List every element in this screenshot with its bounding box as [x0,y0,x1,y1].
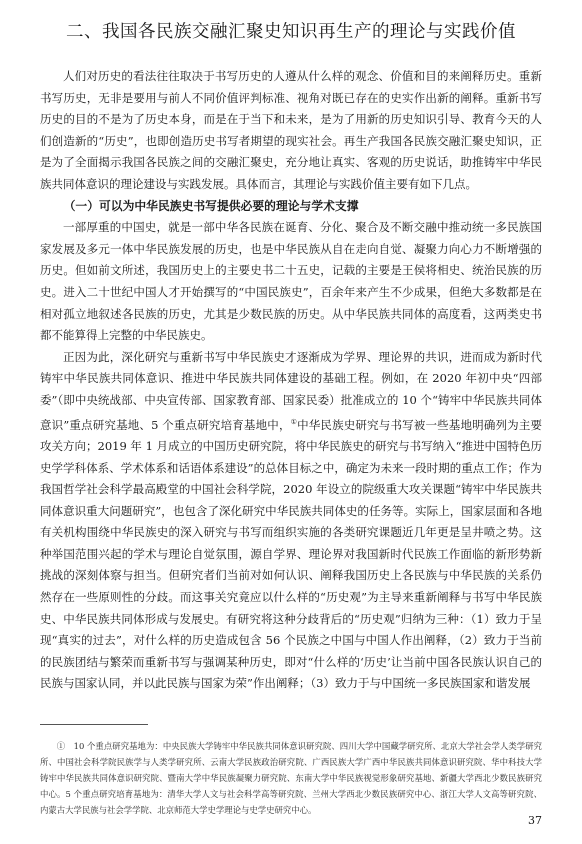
footnote [40,738,542,818]
paragraph-history: 一部厚重的中国史，就是一部中华各民族在诞育、分化、聚合及不断交融中推动统一多民族国家发展及多元一体中华民族发展的历史，也是中华民族从自在走向自觉、凝聚力向心力不断增强的历史。但如前文所述，我国历史上的主要史书二十五史，记载的主要是王侯将相史、统治民族的历史。进入二十世纪中国人才开始撰写的“中国民族史”，百余年来产生不少成果，但绝大多数都是在相对孤立地叙述各民族的历史，尤其是少数民族的历史。从中华民族共同体的高度看，这两类史书都不能算得上完整的中华民族史。 [40,220,542,343]
section-title: 二、我国各民族交融汇聚史知识再生产的理论与实践价值 [66,22,516,42]
intro-paragraph: 人们对历史的看法往往取决于书写历史的人遵从什么样的观念、价值和目的来阐释历史。重新书写历史，无非是要用与前人不同价值评判标准、视角对既已存在的史实作出新的阐释。重新书写历史的目的不是为了历史本身，而是在于当下和未来，是为了用新的历史知识引导、教育今天的人们创造新的“历史”，也即创造历史书写者期望的现实社会。再生产我国各民族交融汇聚史知识，正是为了全面揭示我国各民族之间的交融汇聚史，充分地让真实、客观的历史说话，助推铸牢中华民族共同体意识的理论建设与实践发展。具体而言，其理论与实践价值主要有如下几点。 [40,69,542,191]
page-number: 37 [528,814,542,827]
paragraph-research [40,347,542,695]
footnote-mark: ① [56,741,66,751]
footnote-text: 10 个重点研究基地为：中央民族大学铸牢中华民族共同体意识研究院、四川大学中国藏学研究所、北京大学社会学人类学研究所、中国社会科学院民族学与人类学研究所、云南大学民族政治研究院、广西民族大学广西中华民族共同体意识研究院、华中科技大学铸牢中华民族共同体意识研究院、暨南大学中华民族凝聚力研究院、东南大学中华民族视觉形象研究基地、新疆大学西北少数民族研究中心。5 个重点研究培育基地为：清华大学人文与社会科学高等研究院、兰州大学西北少数民族研究中心、浙江大学人文高等研究院、内蒙古大学民族与社会学学院、北京师范大学史学理论与史学史研究中心。 [40,741,542,815]
subheading: （一）可以为中华民族史书写提供必要的理论与学术支撑 [63,198,359,213]
paragraph-research-part2: 中华民族史研究与书写被一些基地明确列为主要攻关方向；2019 年 1 月成立的中国历史研究院，将中华民族史的研究与书写纳入“推进中国特色历史学学科体系、学术体系和话语体系建设”的总体目标之中，确定为未来一段时期的重点工作；作为我国哲学社会科学最高殿堂的中国社会科学院，2020 年设立的院级重大攻关课题“铸牢中华民族共同体意识重大问题研究”，也包含了深化研究中华民族共同体史的任务等。实际上，国家层面和各地有关机构围绕中华民族史的深入研究与书写而组织实施的各类研究课题近几年更是呈井喷之势。这种举国范围兴起的学术与理论自觉氛围，源自学界、理论界对我国新时代民族工作面临的新形势新挑战的深刻体察与担当。但研究者们当前对如何认识、阐释我国历史上各民族与中华民族的关系仍然存在一些原则性的分歧。而这事关究竟应以什么样的“历史观”为主导来重新阐释与书写中华民族史、中华民族共同体形成与发展史。有研究将这种分歧背后的“历史观”归纳为三种：（1）致力于呈现“真实的过去”，对什么样的历史造成包含 56 个民族之中国与中国人作出阐释，（2）致力于当前的民族团结与繁荣而重新书写与强调某种历史，即对“什么样的‘历史’让当前中国各民族认识自己的民族与国家认同，并以此民族与国家为荣”作出阐释；（3）致力于与中国统一多民族国家和谐发展 [40,417,542,691]
footnote-divider [40,724,148,725]
footnote-reference: ① [290,417,298,426]
paragraph-research-part1: 正因为此，深化研究与重新书写中华民族史才逐渐成为学界、理论界的共识，进而成为新时代铸牢中华民族共同体意识、推进中华民族共同体建设的基础工程。例如，在 2020 年初中央“四部委”（即中央统战部、中央宣传部、国家教育部、国家民委）批准成立的 10 个“铸牢中华民族共同体意识”重点研究基地、5 个重点研究培育基地中， [40,349,542,432]
body-text [40,66,542,695]
